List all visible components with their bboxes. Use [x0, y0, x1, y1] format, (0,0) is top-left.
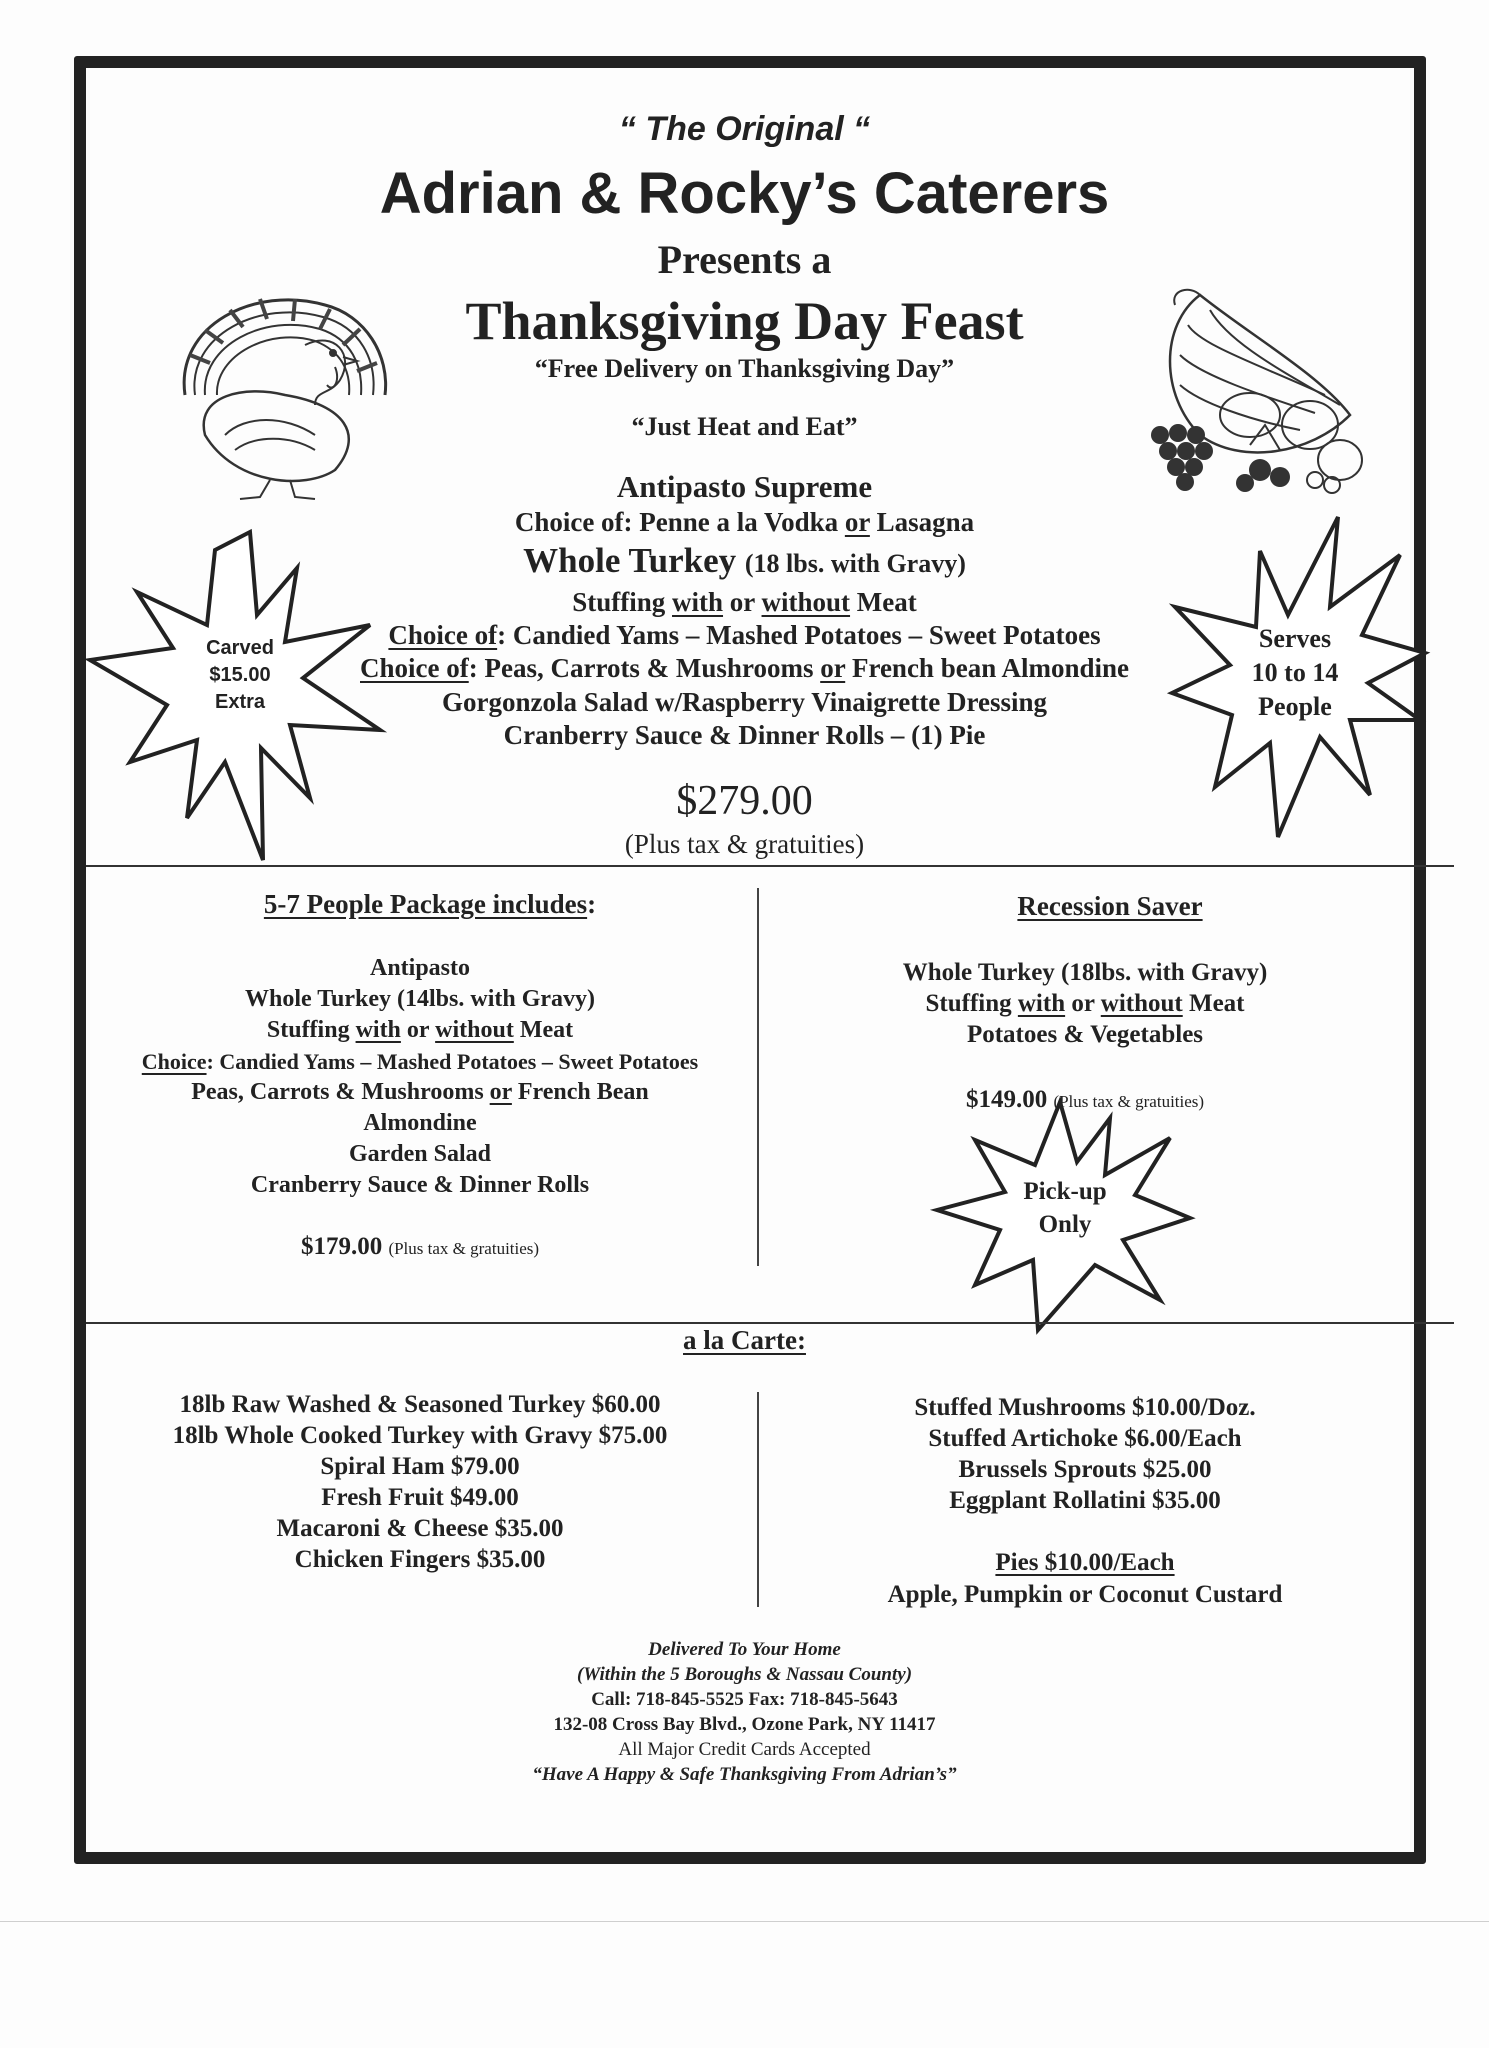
package-item	[95, 1046, 745, 1077]
package-item: Whole Turkey (14lbs. with Gravy)	[244, 986, 596, 1012]
serves-line-2: 10 to 14	[1251, 658, 1339, 687]
pies-list: Apple, Pumpkin or Coconut Custard	[887, 1581, 1283, 1608]
footer-delivered: Delivered To Your Home	[648, 1639, 841, 1660]
or-text: or	[820, 653, 846, 683]
carte-item: 18lb Raw Washed & Seasoned Turkey $60.00	[179, 1391, 661, 1418]
carte-item: Chicken Fingers $35.00	[294, 1546, 546, 1573]
choice-of-label: Choice of	[360, 653, 469, 683]
carved-line-2: $15.00	[209, 664, 271, 686]
recession-price-note: (Plus tax & gratuities)	[1053, 1092, 1205, 1111]
section-divider-1	[86, 865, 1454, 867]
footer-cards: All Major Credit Cards Accepted	[618, 1739, 871, 1760]
salad-line: Gorgonzola Salad w/Raspberry Vinaigrette Dressing	[442, 687, 1047, 717]
meat-text: Meat	[1182, 990, 1245, 1017]
package-title	[110, 888, 750, 920]
tagline: “ The Original “	[618, 110, 871, 148]
extras-line: Cranberry Sauce & Dinner Rolls – (1) Pie	[503, 720, 986, 750]
scan-edge-line	[0, 1921, 1489, 1922]
recession-item	[760, 988, 1410, 1019]
choice-label: Choice	[141, 1049, 207, 1074]
footer	[0, 1637, 1489, 1787]
carte-item: 18lb Whole Cooked Turkey with Gravy $75.00	[172, 1422, 668, 1449]
company-name: Adrian & Rocky’s Caterers	[379, 161, 1110, 226]
a-la-carte-left	[100, 1389, 740, 1575]
recession-item: Potatoes & Vegetables	[966, 1021, 1204, 1048]
a-la-carte-right	[765, 1392, 1405, 1516]
carte-item: Macaroni & Cheese $35.00	[276, 1515, 564, 1542]
whole-turkey-note: (18 lbs. with Gravy)	[744, 549, 966, 578]
carved-line-3: Extra	[214, 691, 266, 713]
carte-item: Fresh Fruit $49.00	[321, 1484, 519, 1511]
main-price-note: (Plus tax & gratuities)	[624, 829, 865, 859]
with-text: with	[355, 1017, 401, 1043]
a-la-carte-title: a la Carte:	[683, 1325, 806, 1355]
recession-item: Whole Turkey (18lbs. with Gravy)	[902, 959, 1268, 986]
column-divider-1	[757, 888, 759, 1266]
serves-line-3: People	[1258, 692, 1332, 721]
pasta-choice-text: Choice of: Penne a la Vodka	[514, 507, 845, 537]
or-text: or	[723, 587, 762, 617]
footer-contact: Call: 718-845-5525 Fax: 718-845-5643	[591, 1689, 898, 1710]
whole-turkey-label: Whole Turkey	[523, 541, 737, 580]
package-price-note: (Plus tax & gratuities)	[388, 1239, 540, 1258]
footer-address: 132-08 Cross Bay Blvd., Ozone Park, NY 11417	[553, 1714, 936, 1735]
carte-item: Eggplant Rollatini $35.00	[949, 1487, 1221, 1514]
meat-text: Meat	[513, 1017, 574, 1043]
event-title: Thanksgiving Day Feast	[465, 291, 1024, 351]
vegetables-text: Peas, Carrots & Mushrooms	[191, 1079, 490, 1105]
package-price	[95, 1232, 745, 1262]
package-item: Cranberry Sauce & Dinner Rolls	[250, 1172, 590, 1198]
or-text: or	[844, 507, 870, 537]
pasta-choice-text-2: Lasagna	[869, 507, 975, 537]
package-title-colon: :	[587, 889, 597, 919]
carte-item: Stuffed Artichoke $6.00/Each	[928, 1425, 1242, 1452]
choice-text: : Candied Yams – Mashed Potatoes – Sweet Potatoes	[206, 1049, 699, 1074]
package-title-text: 5-7 People Package includes	[263, 889, 588, 919]
package-item: Antipasto	[369, 955, 471, 981]
presents-line: Presents a	[657, 237, 832, 282]
with-text: with	[1017, 990, 1066, 1017]
carved-line-1: Carved	[206, 637, 274, 659]
potatoes-text: : Candied Yams – Mashed Potatoes – Sweet Potatoes	[497, 620, 1101, 650]
package-item: Almondine	[363, 1110, 477, 1136]
vegetables-text: : Peas, Carrots & Mushrooms	[468, 653, 821, 683]
stuffing-text: Stuffing	[925, 990, 1018, 1017]
carte-item: Spiral Ham $79.00	[320, 1453, 520, 1480]
choice-of-label: Choice of	[388, 620, 498, 650]
recession-saver-title: Recession Saver	[1017, 891, 1203, 921]
package-price-value: $179.00	[300, 1233, 383, 1260]
just-heat-eat: “Just Heat and Eat”	[631, 412, 858, 441]
package-items	[95, 953, 745, 1201]
recession-saver-items	[760, 957, 1410, 1050]
vegetables-text-2: French bean Almondine	[845, 653, 1129, 683]
carte-item: Stuffed Mushrooms $10.00/Doz.	[914, 1394, 1256, 1421]
or-text: or	[1065, 990, 1101, 1017]
stuffing-text: Stuffing	[266, 1017, 356, 1043]
pickup-line-2: Only	[1038, 1211, 1092, 1238]
recession-price-value: $149.00	[965, 1086, 1048, 1113]
stuffing-text: Stuffing	[572, 587, 673, 617]
free-delivery: “Free Delivery on Thanksgiving Day”	[534, 354, 955, 383]
package-item	[95, 1077, 745, 1108]
antipasto-supreme: Antipasto Supreme	[616, 469, 873, 504]
serves-text	[1210, 622, 1380, 724]
column-divider-2	[757, 1392, 759, 1607]
recession-price	[765, 1085, 1405, 1115]
vegetables-text-2: French Bean	[511, 1079, 649, 1105]
with-text: with	[672, 587, 724, 617]
footer-area: (Within the 5 Boroughs & Nassau County)	[576, 1664, 913, 1685]
main-price: $279.00	[676, 778, 813, 824]
or-text: or	[489, 1079, 512, 1105]
package-item	[95, 1015, 745, 1046]
pickup-line-1: Pick-up	[1023, 1178, 1107, 1205]
carte-item: Brussels Sprouts $25.00	[958, 1456, 1212, 1483]
meat-text: Meat	[850, 587, 917, 617]
without-text: without	[761, 587, 851, 617]
serves-line-1: Serves	[1258, 624, 1332, 653]
pies-title: Pies $10.00/Each	[995, 1549, 1175, 1576]
footer-closing: “Have A Happy & Safe Thanksgiving From Adrian’s”	[532, 1764, 957, 1785]
without-text: without	[435, 1017, 514, 1043]
package-item: Garden Salad	[348, 1141, 492, 1167]
carved-text	[160, 635, 320, 716]
or-text: or	[400, 1017, 436, 1043]
without-text: without	[1100, 990, 1183, 1017]
pickup-text	[985, 1175, 1145, 1241]
